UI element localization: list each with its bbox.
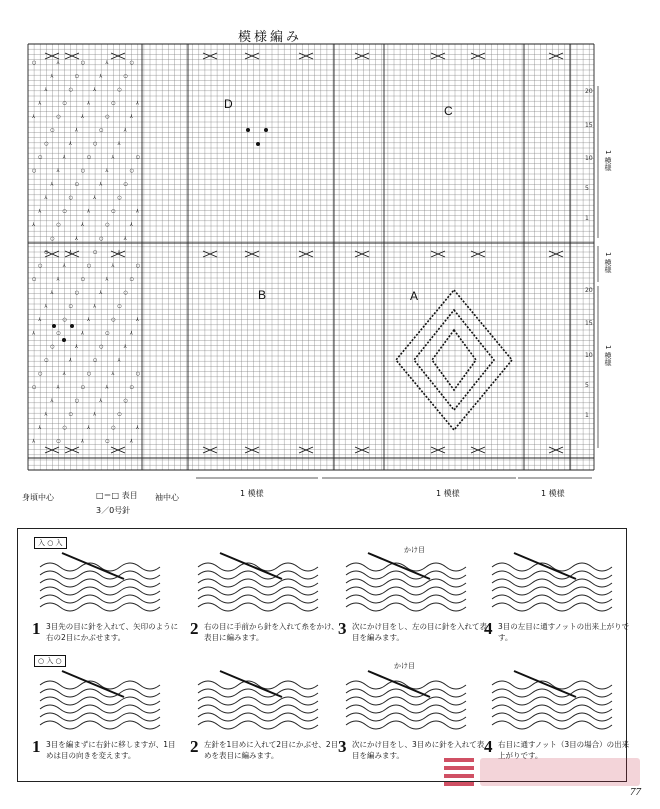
step-1-bottom	[32, 667, 182, 760]
svg-text:○: ○	[68, 303, 73, 310]
svg-text:⅄: ⅄	[86, 425, 90, 432]
body-center-label: 身頃中心	[22, 493, 54, 502]
side-repeat-label: 1 模様	[604, 252, 612, 273]
svg-text:○: ○	[68, 87, 73, 94]
knitting-illustration	[190, 667, 320, 737]
svg-text:○: ○	[44, 141, 49, 148]
svg-text:○: ○	[32, 60, 37, 66]
svg-text:⅄: ⅄	[117, 249, 121, 256]
svg-text:○: ○	[38, 154, 43, 161]
section-label-b: B	[258, 288, 267, 302]
svg-text:○: ○	[99, 235, 104, 242]
svg-text:⅄: ⅄	[50, 398, 54, 404]
repeat-label: 1 模様	[541, 489, 565, 498]
svg-text:○: ○	[123, 289, 128, 296]
svg-text:○: ○	[38, 370, 43, 377]
svg-text:⅄: ⅄	[38, 425, 42, 432]
svg-text:⅄: ⅄	[32, 330, 36, 337]
svg-text:○: ○	[129, 276, 134, 283]
svg-text:○: ○	[86, 370, 92, 377]
svg-text:○: ○	[74, 73, 80, 80]
chart-grid	[28, 44, 598, 478]
step-text: 3目先の目に針を入れて、矢印のように右の2目にかぶせます。	[46, 622, 179, 642]
step-number: 3	[338, 619, 347, 638]
svg-text:⅄: ⅄	[74, 235, 78, 242]
svg-text:⅄: ⅄	[38, 100, 42, 107]
step-3-top	[338, 546, 488, 642]
svg-text:⅄: ⅄	[62, 370, 66, 377]
svg-text:○: ○	[68, 195, 73, 202]
knitting-illustration	[484, 549, 614, 619]
svg-text:○: ○	[62, 100, 67, 107]
svg-text:○: ○	[117, 195, 122, 202]
svg-text:○: ○	[62, 208, 67, 215]
svg-text:⅄: ⅄	[105, 384, 109, 391]
svg-text:⅄: ⅄	[86, 100, 90, 107]
svg-text:⅄: ⅄	[129, 438, 133, 445]
svg-text:○: ○	[56, 330, 61, 337]
row-number: 1	[585, 412, 589, 419]
step-2-top	[190, 549, 340, 642]
svg-text:⅄: ⅄	[68, 249, 72, 256]
svg-text:⅄: ⅄	[44, 303, 48, 310]
svg-text:○: ○	[105, 114, 110, 121]
svg-text:○: ○	[111, 425, 116, 432]
knitting-illustration	[338, 667, 468, 737]
svg-text:⅄: ⅄	[86, 316, 90, 323]
svg-text:⅄: ⅄	[68, 141, 72, 148]
svg-text:○: ○	[135, 154, 141, 161]
svg-text:○: ○	[56, 222, 61, 229]
svg-text:○: ○	[129, 384, 134, 391]
svg-text:○: ○	[129, 168, 134, 175]
yarn-over-label: かけ目	[404, 546, 425, 554]
svg-text:⅄: ⅄	[99, 398, 103, 404]
svg-text:○: ○	[80, 168, 86, 175]
step-text: 次にかけ目をし、3目めに針を入れて表目を編みます。	[352, 740, 485, 760]
svg-text:○: ○	[123, 73, 128, 80]
svg-text:○: ○	[68, 411, 73, 418]
svg-text:⅄: ⅄	[111, 262, 115, 269]
svg-text:⅄: ⅄	[105, 168, 109, 175]
svg-text:⅄: ⅄	[135, 100, 139, 107]
svg-text:⅄: ⅄	[129, 330, 133, 337]
svg-text:○: ○	[105, 438, 110, 445]
step-text: 次にかけ目をし、左の目に針を入れて表目を編みます。	[352, 622, 487, 642]
svg-text:○: ○	[62, 316, 67, 323]
svg-text:⅄: ⅄	[32, 438, 36, 445]
row-number: 5	[585, 382, 589, 389]
step-4-top	[484, 549, 634, 642]
svg-text:○: ○	[56, 114, 61, 121]
svg-text:⅄: ⅄	[32, 222, 36, 229]
svg-text:○: ○	[99, 127, 104, 134]
svg-text:⅄: ⅄	[99, 73, 103, 80]
legend-knit: □＝□ 表目	[96, 491, 138, 500]
svg-text:○: ○	[123, 181, 128, 188]
svg-text:⅄: ⅄	[117, 141, 121, 148]
row-number: 5	[585, 185, 589, 192]
svg-text:○: ○	[105, 330, 110, 337]
svg-text:⅄: ⅄	[117, 357, 121, 364]
step-1-top	[32, 549, 182, 642]
step-text: 左針を1目めに入れて2目にかぶせ、2目めを表目に編みます。	[204, 740, 339, 760]
side-repeat-label: 1 模様	[604, 345, 612, 366]
svg-text:⅄: ⅄	[80, 222, 84, 229]
svg-text:⅄: ⅄	[135, 425, 139, 432]
section-label-a: A	[410, 289, 419, 303]
svg-text:○: ○	[86, 262, 92, 269]
svg-text:○: ○	[74, 398, 80, 404]
svg-text:⅄: ⅄	[80, 438, 84, 445]
svg-text:○: ○	[111, 100, 116, 107]
svg-text:○: ○	[44, 249, 49, 256]
svg-text:○: ○	[117, 87, 122, 94]
svg-text:⅄: ⅄	[123, 343, 127, 350]
row-number: 10	[585, 352, 593, 359]
svg-text:⅄: ⅄	[56, 276, 60, 283]
svg-text:○: ○	[50, 343, 55, 350]
svg-text:○: ○	[123, 398, 128, 404]
svg-text:○: ○	[86, 154, 92, 161]
svg-text:⅄: ⅄	[50, 73, 54, 80]
svg-text:⅄: ⅄	[38, 316, 42, 323]
svg-text:⅄: ⅄	[93, 195, 97, 202]
svg-text:○: ○	[44, 357, 49, 364]
svg-text:⅄: ⅄	[135, 316, 139, 323]
svg-text:⅄: ⅄	[74, 343, 78, 350]
svg-text:⅄: ⅄	[99, 181, 103, 188]
knitting-illustration	[32, 667, 162, 737]
row-number: 10	[585, 155, 593, 162]
svg-text:○: ○	[80, 60, 86, 66]
svg-text:○: ○	[32, 276, 37, 283]
step-4-bottom	[484, 667, 634, 760]
svg-text:⅄: ⅄	[93, 87, 97, 94]
symbol-key-1: 入 ○ 入	[34, 537, 67, 549]
svg-text:○: ○	[50, 235, 55, 242]
row-number: 1	[585, 215, 589, 222]
yarn-over-label: かけ目	[394, 662, 415, 670]
svg-text:⅄: ⅄	[62, 154, 66, 161]
svg-text:⅄: ⅄	[105, 60, 109, 66]
sleeve-center-label: 袖中心	[155, 493, 179, 502]
svg-text:○: ○	[93, 357, 98, 364]
svg-text:⅄: ⅄	[93, 411, 97, 418]
svg-text:⅄: ⅄	[62, 262, 66, 269]
row-number: 15	[585, 320, 593, 327]
svg-text:○: ○	[117, 303, 122, 310]
svg-text:⅄: ⅄	[93, 303, 97, 310]
svg-text:⅄: ⅄	[111, 154, 115, 161]
step-number: 1	[32, 619, 41, 638]
row-number: 20	[585, 287, 593, 294]
chart-title: 模様編み	[238, 30, 303, 45]
svg-text:⅄: ⅄	[50, 181, 54, 188]
step-number: 2	[190, 737, 199, 756]
svg-text:○: ○	[50, 127, 55, 134]
svg-text:○: ○	[32, 168, 37, 175]
svg-text:○: ○	[74, 289, 80, 296]
svg-text:○: ○	[93, 141, 98, 148]
svg-text:○: ○	[111, 316, 116, 323]
svg-text:⅄: ⅄	[123, 235, 127, 242]
chart-symbols	[31, 60, 512, 445]
svg-text:⅄: ⅄	[38, 208, 42, 215]
svg-text:○: ○	[111, 208, 116, 215]
watermark-logo	[444, 752, 644, 792]
svg-text:⅄: ⅄	[111, 370, 115, 377]
row-number: 15	[585, 122, 593, 129]
svg-text:○: ○	[99, 343, 104, 350]
repeat-label: 1 模様	[436, 489, 460, 498]
instruction-panel	[17, 528, 630, 782]
side-repeat-label: 1 模様	[604, 150, 612, 171]
svg-text:⅄: ⅄	[56, 168, 60, 175]
svg-text:⅄: ⅄	[99, 289, 103, 296]
svg-text:○: ○	[56, 438, 61, 445]
step-3-bottom	[338, 662, 488, 760]
symbol-key-2: ○ 入 ○	[34, 655, 66, 667]
step-text: 右目に通すノット（3目の場合）の出来上がりです。	[498, 740, 630, 760]
knitting-illustration	[190, 549, 320, 619]
svg-text:⅄: ⅄	[86, 208, 90, 215]
section-label-d: D	[224, 97, 233, 111]
svg-text:○: ○	[38, 262, 43, 269]
svg-text:○: ○	[135, 370, 141, 377]
svg-text:⅄: ⅄	[56, 384, 60, 391]
step-number: 1	[32, 737, 41, 756]
svg-text:○: ○	[80, 276, 86, 283]
step-number: 2	[190, 619, 199, 638]
svg-text:○: ○	[135, 262, 141, 269]
knitting-illustration	[32, 549, 162, 619]
knitting-illustration	[484, 667, 614, 737]
svg-text:⅄: ⅄	[123, 127, 127, 134]
step-number: 3	[338, 737, 347, 756]
svg-text:○: ○	[32, 384, 37, 391]
step-2-bottom	[190, 667, 340, 760]
repeat-label: 1 模様	[240, 489, 264, 498]
step-text: 3目を編まずに右針に移しますが、1目めは目の向きを変えます。	[46, 740, 176, 760]
step-number: 4	[484, 737, 493, 756]
svg-text:○: ○	[80, 384, 86, 391]
svg-text:⅄: ⅄	[105, 276, 109, 283]
svg-text:⅄: ⅄	[68, 357, 72, 364]
svg-text:⅄: ⅄	[74, 127, 78, 134]
svg-text:⅄: ⅄	[32, 114, 36, 121]
svg-text:○: ○	[129, 60, 134, 66]
step-text: 3目の左目に通すノットの出来上がりです。	[498, 622, 630, 642]
page-number: 77	[630, 786, 641, 798]
svg-text:⅄: ⅄	[129, 114, 133, 121]
svg-text:⅄: ⅄	[44, 195, 48, 202]
step-text: 右の目に手前から針を入れて糸をかけ、表目に編みます。	[204, 622, 339, 642]
row-number: 20	[585, 88, 593, 95]
svg-text:⅄: ⅄	[44, 87, 48, 94]
svg-text:○: ○	[105, 222, 110, 229]
svg-text:⅄: ⅄	[56, 60, 60, 66]
svg-text:⅄: ⅄	[80, 114, 84, 121]
svg-text:⅄: ⅄	[80, 330, 84, 337]
svg-text:○: ○	[93, 249, 98, 256]
svg-text:⅄: ⅄	[50, 289, 54, 296]
svg-text:○: ○	[117, 411, 122, 418]
legend-bobble: 3／0号針	[96, 506, 131, 515]
svg-text:⅄: ⅄	[135, 208, 139, 215]
svg-text:⅄: ⅄	[44, 411, 48, 418]
step-number: 4	[484, 619, 493, 638]
svg-text:⅄: ⅄	[129, 222, 133, 229]
svg-text:○: ○	[74, 181, 80, 188]
svg-text:○: ○	[62, 425, 67, 432]
section-label-c: C	[444, 104, 453, 118]
knitting-illustration	[338, 549, 468, 619]
